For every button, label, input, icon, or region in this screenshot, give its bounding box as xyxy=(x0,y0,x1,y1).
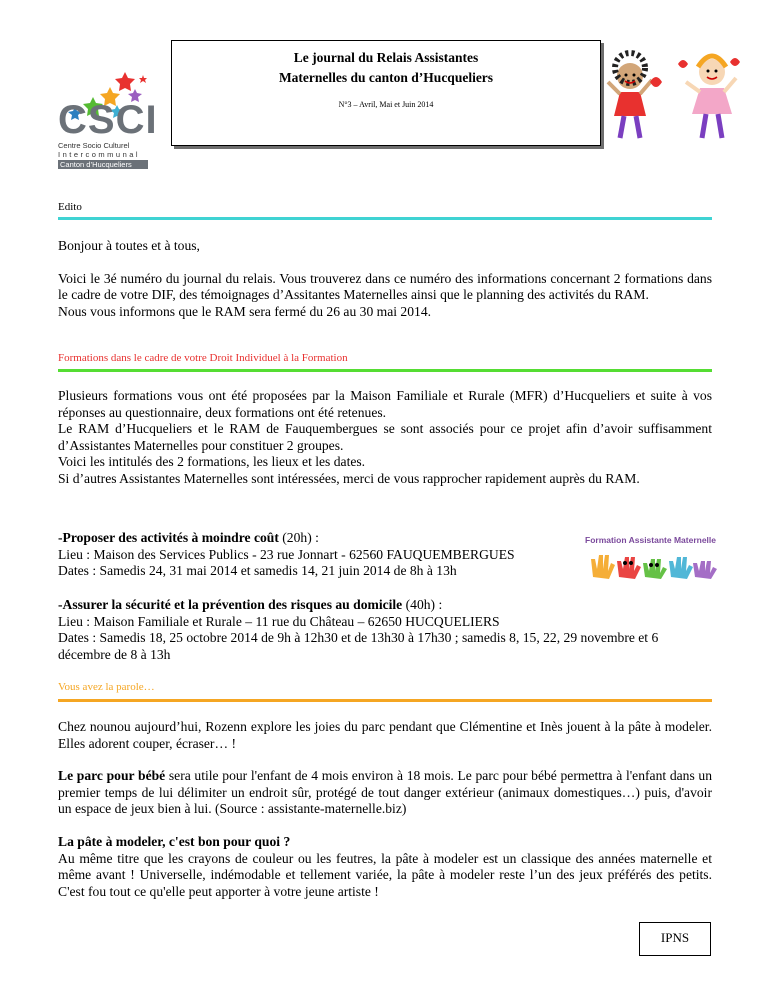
badge-label: Formation Assistante Maternelle xyxy=(585,535,716,545)
journal-title-line-1: Le journal du Relais Assistantes xyxy=(293,50,479,65)
edito-closing: Nous vous informons que le RAM sera fermé du 26 au 30 mai 2014. xyxy=(58,303,432,319)
course-1-title: -Proposer des activités à moindre coût xyxy=(58,530,279,545)
parole-intro: Chez nounou aujourd’hui, Rozenn explore les joies du parc pendant que Clémentine et Inès jouent à la pâte à modeler. Elles adorent couper, écraser… ! xyxy=(58,719,712,751)
formation-badge xyxy=(585,533,717,579)
parole-body xyxy=(58,719,712,900)
course-1-dates: Dates : Samedis 24, 31 mai 2014 et samedis 14, 21 juin 2014 de 8h à 13h xyxy=(58,563,457,579)
course-2-place: Lieu : Maison Familiale et Rurale – 11 rue du Château – 62650 HUCQUELIERS xyxy=(58,613,500,629)
pate-text: Au même titre que les crayons de couleur ou les feutres, la pâte à modeler est un classique des années maternelle et même avant ! Universelle, indémodable et tellement variée, la pâte à modeler reste l’un des jeux préférés des petits. C'est fou tout ce qu'elle peut apporter à votre jeune artiste ! xyxy=(58,850,712,899)
course-2 xyxy=(58,597,712,663)
journal-header xyxy=(171,40,601,146)
parc-text: sera utile pour l'enfant de 4 mois environ à 18 mois. Le parc pour bébé permettra à l'enfant dans un premier temps de lui délimiter un endroit sûr, protégé de tout danger extérieur (animaux domestiques…) puis, d'avoir un espace de jeux bien à lui. (Source : assistante-maternelle.biz) xyxy=(58,768,712,817)
parole-heading: Vous avez la parole… xyxy=(58,681,155,693)
formations-line-1: Plusieurs formations vous ont été proposées par la Maison Familiale et Rurale (MFR) d’Hucqueliers et suite à vos réponses au questionnaire, deux formations ont été retenues. xyxy=(58,388,712,420)
logo-line-1: Centre Socio Culturel xyxy=(58,141,130,150)
formations-line-2: Le RAM d’Hucqueliers et le RAM de Fauquembergues se sont associés pour ce projet afin d’avoir suffisamment d’Assistantes Maternelles pour constituer 2 groupes. xyxy=(58,421,712,453)
pate-heading: La pâte à modeler, c'est bon pour quoi ? xyxy=(58,833,291,849)
course-1-place: Lieu : Maison des Services Publics - 23 rue Jonnart - 62560 FAUQUEMBERGUES xyxy=(58,546,515,562)
csci-brand: CSCI xyxy=(58,98,158,142)
formations-divider xyxy=(58,369,712,372)
course-1-duration: (20h) : xyxy=(278,530,319,545)
edito-heading: Edito xyxy=(58,201,82,213)
issue-info: N°3 – Avril, Mai et Juin 2014 xyxy=(338,100,434,109)
journal-title-line-2: Maternelles du canton d’Hucqueliers xyxy=(278,70,494,85)
formations-intro xyxy=(58,388,712,488)
children-illustration xyxy=(602,42,752,152)
parc-bold: Le parc pour bébé xyxy=(58,768,166,784)
formations-line-3: Voici les intitulés des 2 formations, les lieux et les dates. xyxy=(58,454,366,470)
edito-paragraph: Voici le 3é numéro du journal du relais. Vous trouverez dans ce numéro des informations concernant 2 formations dans le cadre de votre DIF, des témoignages d’Assitantes Maternelles ainsi que le planning des activités du RAM. xyxy=(58,270,712,303)
logo-line-3: Canton d’Hucqueliers xyxy=(58,160,148,169)
formations-line-4: Si d’autres Assistantes Maternelles sont intéressées, merci de vous rapprocher rapidement auprès du RAM. xyxy=(58,470,640,486)
logo-subtitle xyxy=(58,141,148,169)
edito-divider xyxy=(58,217,712,220)
course-2-title: -Assurer la sécurité et la prévention des risques au domicile xyxy=(58,597,403,612)
parole-divider xyxy=(58,699,712,702)
edito-body xyxy=(58,238,712,320)
edito-greeting: Bonjour à toutes et à tous, xyxy=(58,238,200,253)
formations-heading: Formations dans le cadre de votre Droit Individuel à la Formation xyxy=(58,352,348,364)
course-2-duration: (40h) : xyxy=(402,597,443,612)
ipns-box: IPNS xyxy=(639,922,711,956)
course-2-dates: Dates : Samedis 18, 25 octobre 2014 de 9h à 12h30 et de 13h30 à 17h30 ; samedis 8, 15, 22, 29 novembre et 6 décembre de 8 à 13h xyxy=(58,630,659,662)
logo-line-2: Intercommunal xyxy=(58,150,141,159)
journal-title xyxy=(172,48,600,88)
